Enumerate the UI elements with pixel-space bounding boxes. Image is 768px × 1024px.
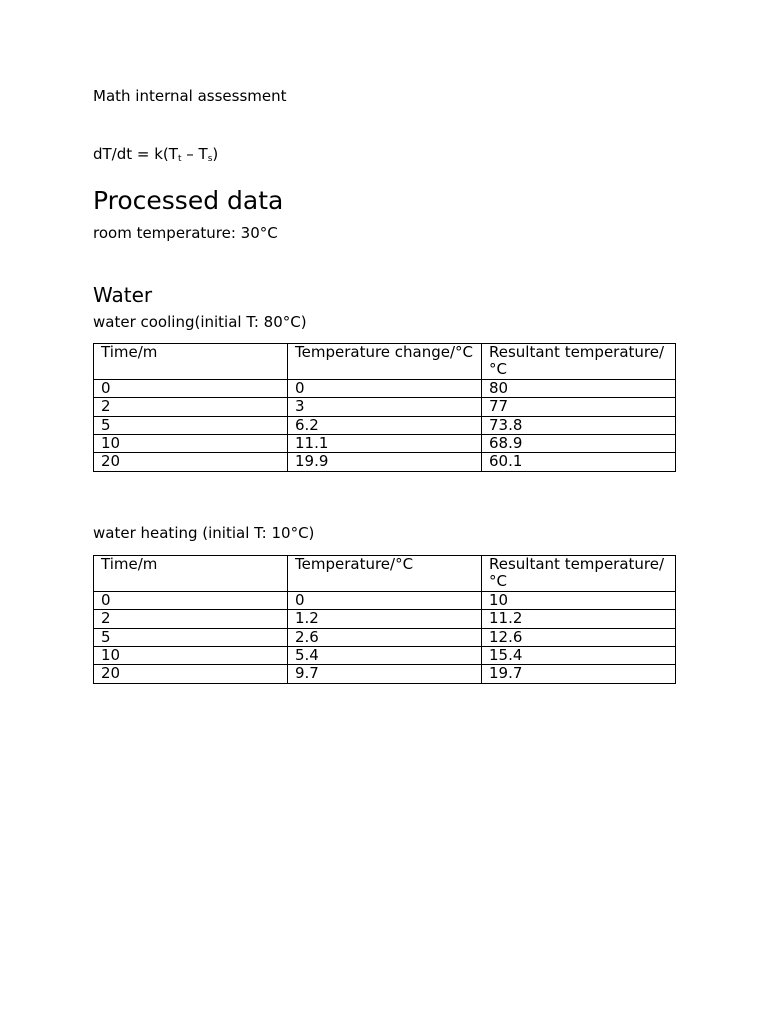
column-header: Time/m: [94, 344, 288, 380]
column-header: Resultant temperature/°C: [482, 556, 676, 592]
table-header-row: [94, 556, 676, 592]
table-cell: 10: [94, 435, 288, 453]
table-cell: 2: [94, 398, 288, 416]
cooling-table-caption: water cooling(initial T: 80°C): [93, 313, 307, 331]
table-cell: 10: [94, 647, 288, 665]
formula-subscript-s: s: [207, 154, 213, 164]
formula: [93, 145, 218, 163]
heating-table-caption: water heating (initial T: 10°C): [93, 524, 315, 542]
column-header: Time/m: [94, 556, 288, 592]
table-cell: 20: [94, 453, 288, 471]
table-cell: 0: [94, 591, 288, 609]
formula-suffix: ): [212, 145, 219, 163]
table-cell: 3: [288, 398, 482, 416]
heating-table: [93, 555, 676, 684]
table-row: [94, 379, 676, 397]
section-heading: Processed data: [93, 186, 284, 215]
column-header: Temperature/°C: [288, 556, 482, 592]
table-cell: 68.9: [482, 435, 676, 453]
cooling-table: [93, 343, 676, 472]
table-cell: 20: [94, 665, 288, 683]
column-header: Resultant temperature/°C: [482, 344, 676, 380]
table-row: [94, 435, 676, 453]
table-cell: 5: [94, 416, 288, 434]
table-cell: 11.2: [482, 610, 676, 628]
table-cell: 11.1: [288, 435, 482, 453]
table-cell: 10: [482, 591, 676, 609]
table-cell: 77: [482, 398, 676, 416]
table-cell: 2.6: [288, 628, 482, 646]
table-cell: 73.8: [482, 416, 676, 434]
table-cell: 6.2: [288, 416, 482, 434]
table-row: [94, 610, 676, 628]
table-row: [94, 591, 676, 609]
column-header: Temperature change/°C: [288, 344, 482, 380]
subsection-heading: Water: [93, 283, 153, 307]
table-cell: 19.9: [288, 453, 482, 471]
room-temperature-text: room temperature: 30°C: [93, 224, 278, 242]
formula-middle: – T: [181, 145, 208, 163]
formula-prefix: dT/dt = k(T: [93, 145, 178, 163]
table-cell: 19.7: [482, 665, 676, 683]
table-row: [94, 665, 676, 683]
table-cell: 1.2: [288, 610, 482, 628]
table-cell: 0: [288, 379, 482, 397]
table-row: [94, 647, 676, 665]
document-title: Math internal assessment: [93, 87, 287, 105]
table-cell: 0: [288, 591, 482, 609]
table-header-row: [94, 344, 676, 380]
table-row: [94, 453, 676, 471]
table-row: [94, 628, 676, 646]
table-cell: 2: [94, 610, 288, 628]
table-cell: 15.4: [482, 647, 676, 665]
formula-subscript-t: t: [177, 154, 182, 164]
table-row: [94, 416, 676, 434]
table-cell: 5: [94, 628, 288, 646]
table-row: [94, 398, 676, 416]
table-cell: 0: [94, 379, 288, 397]
table-cell: 9.7: [288, 665, 482, 683]
table-cell: 12.6: [482, 628, 676, 646]
table-cell: 80: [482, 379, 676, 397]
table-cell: 60.1: [482, 453, 676, 471]
table-cell: 5.4: [288, 647, 482, 665]
